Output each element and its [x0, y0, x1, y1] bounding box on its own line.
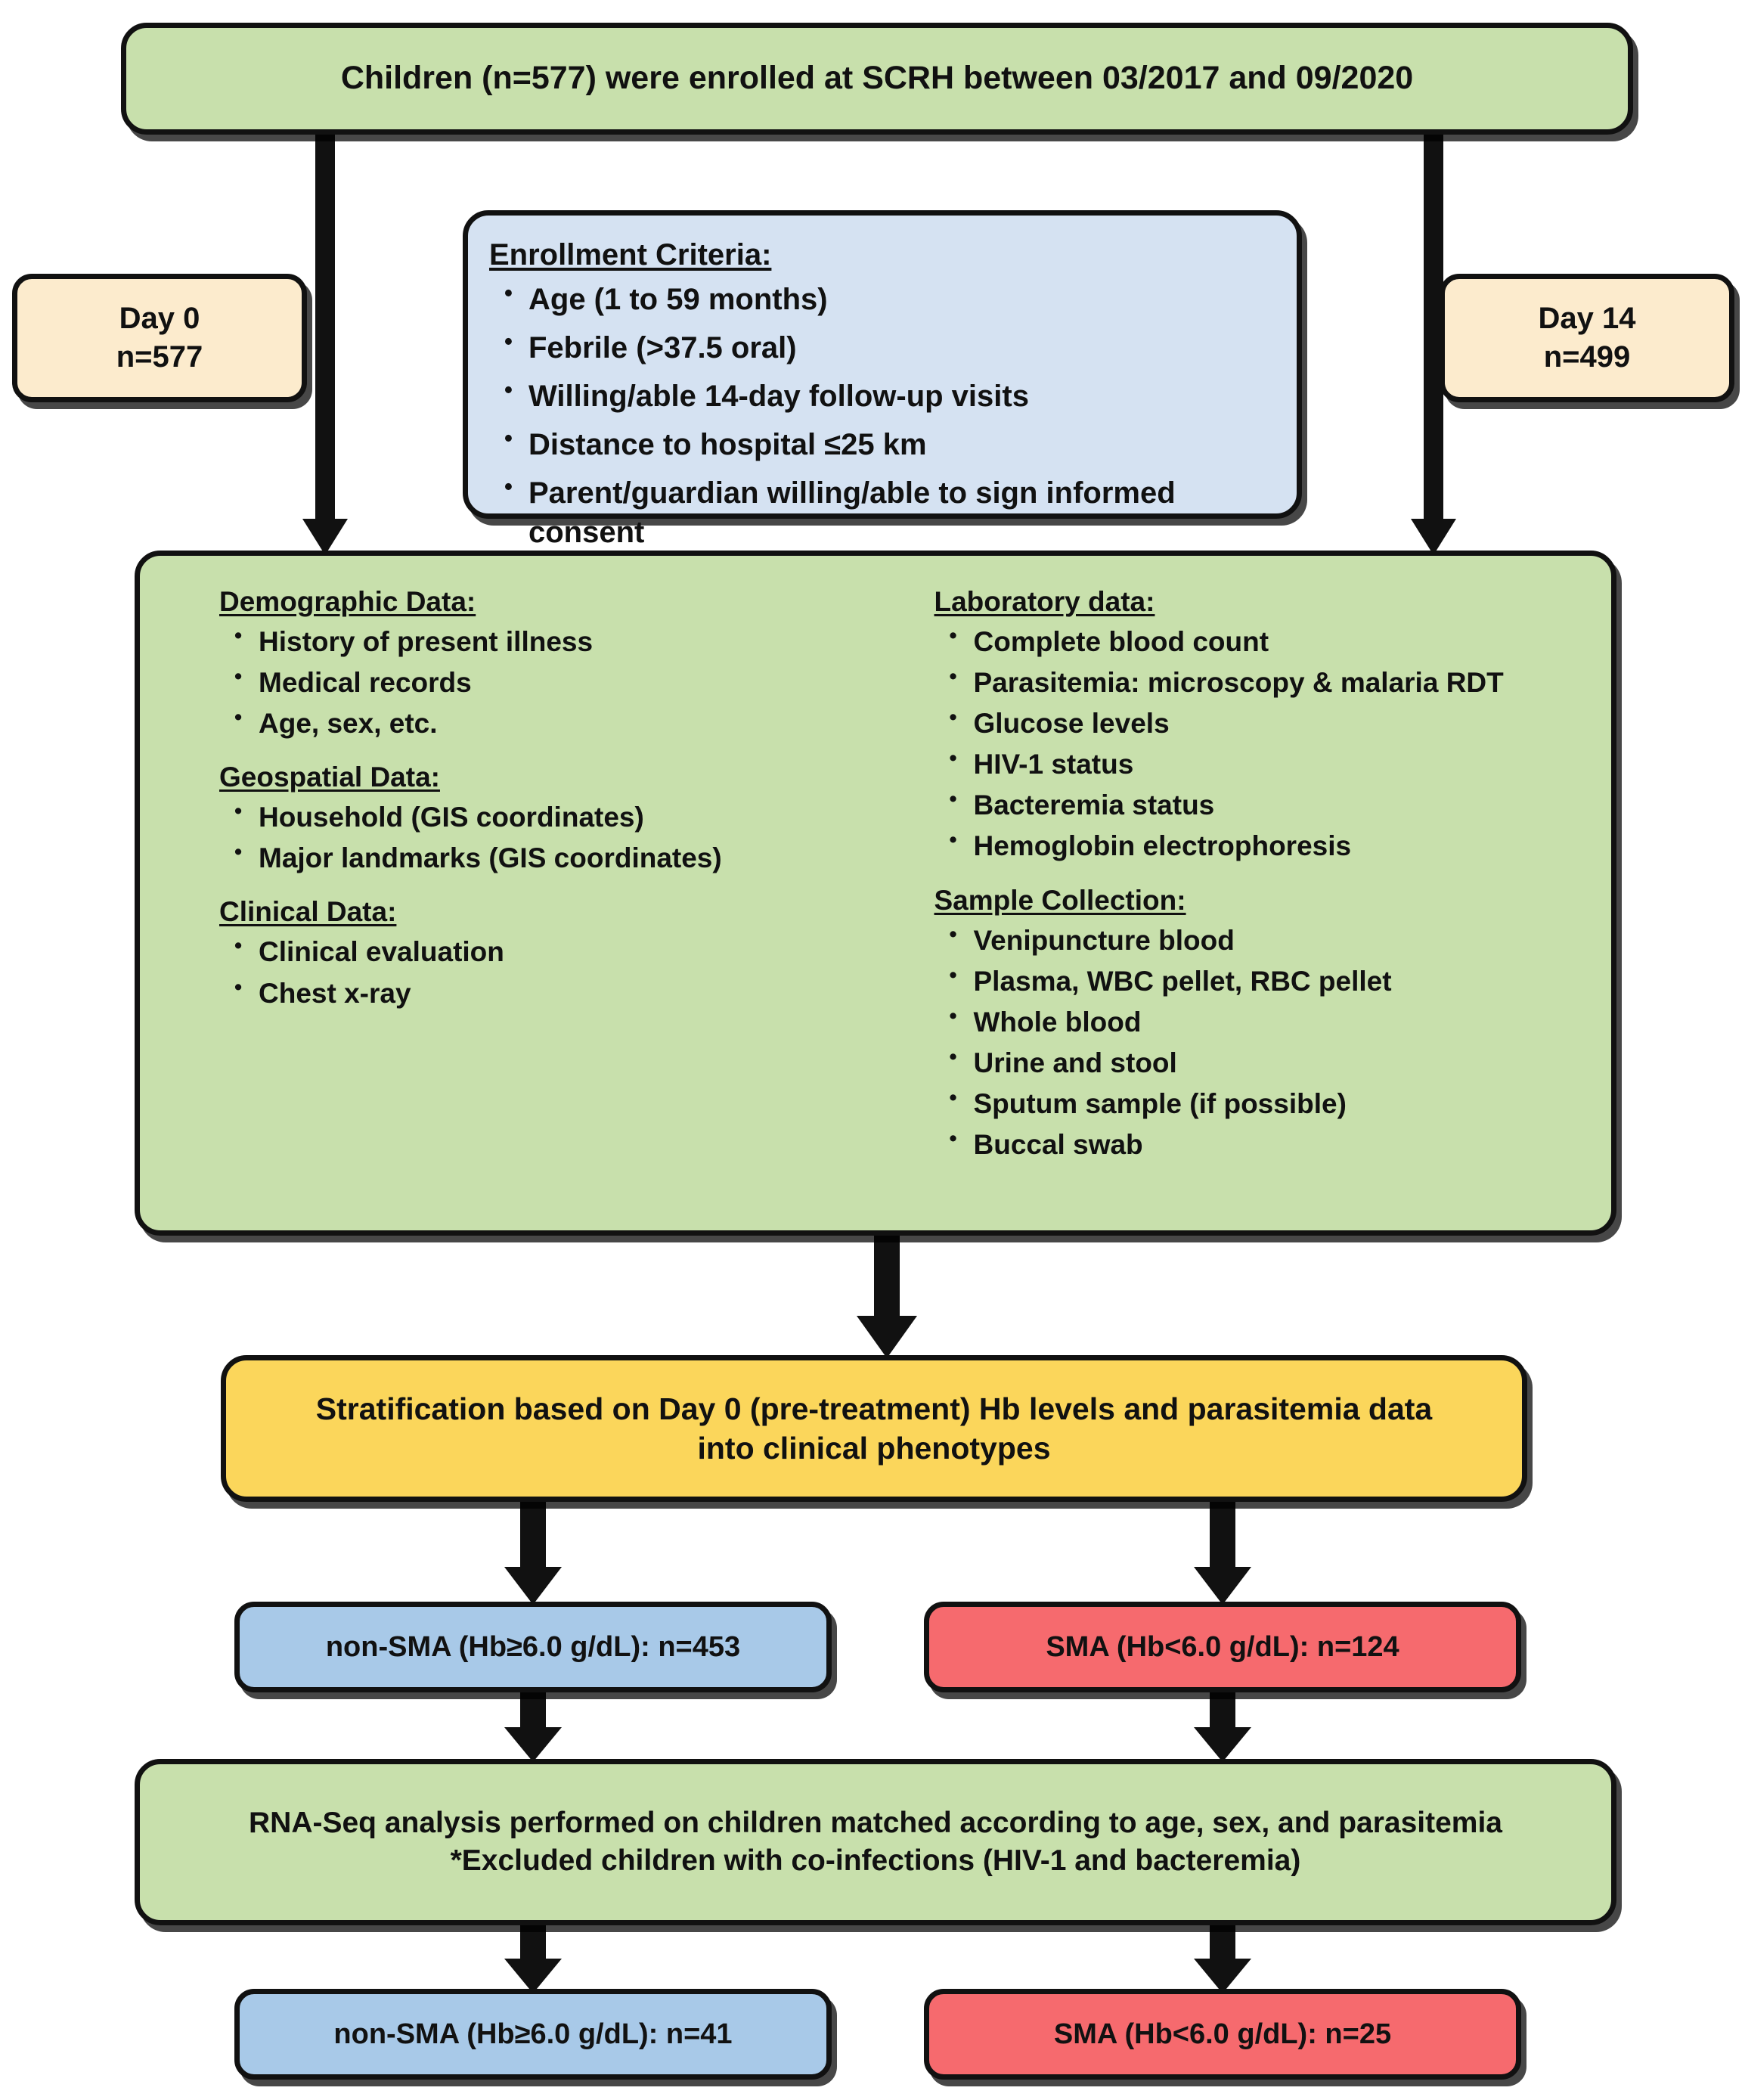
list-item: • Distance to hospital ≤25 km	[489, 425, 1277, 464]
arrow-non-sma-to-rnaseq	[491, 1691, 575, 1762]
list-item: • Whole blood	[934, 1004, 1589, 1041]
list-item: • Plasma, WBC pellet, RBC pellet	[934, 963, 1589, 1000]
clinical-data-group	[219, 896, 874, 1011]
list-item: • Age, sex, etc.	[219, 706, 874, 742]
laboratory-data-heading: Laboratory data:	[934, 586, 1155, 617]
clinical-data-heading: Clinical Data:	[219, 896, 397, 928]
non-sma-stage2-box	[234, 1989, 832, 2080]
arrow-stratification-to-sma	[1181, 1500, 1264, 1605]
rnaseq-line-1: RNA-Seq analysis performed on children matched according to age, sex, and parasitemia	[249, 1807, 1502, 1840]
sample-collection-list	[934, 923, 1589, 1164]
sma-stage2-text: SMA (Hb<6.0 g/dL): n=25	[1053, 2018, 1392, 2050]
geospatial-data-group	[219, 762, 874, 876]
enrollment-criteria-list	[489, 280, 1277, 552]
list-item: • History of present illness	[219, 624, 874, 660]
enrollment-criteria-heading: Enrollment Criteria:	[489, 238, 772, 271]
day-0-text	[97, 299, 223, 377]
list-item: • Medical records	[219, 665, 874, 701]
list-item: • Willing/able 14-day follow-up visits	[489, 377, 1277, 416]
stratification-line-1: Stratification based on Day 0 (pre-treatment) Hb levels and parasitemia data	[315, 1391, 1433, 1426]
non-sma-stage1-text: non-SMA (Hb≥6.0 g/dL): n=453	[325, 1630, 741, 1663]
data-collection-left-column	[163, 586, 889, 1215]
enrollment-header-box	[121, 23, 1633, 135]
data-collection-right-column	[889, 586, 1589, 1215]
laboratory-data-list	[934, 624, 1589, 865]
day-14-box	[1440, 274, 1734, 402]
list-item: • Febrile (>37.5 oral)	[489, 328, 1277, 368]
arrow-rnaseq-to-sma	[1181, 1924, 1264, 1993]
data-collection-box	[135, 551, 1616, 1236]
geospatial-data-list	[219, 799, 874, 876]
list-item: • Household (GIS coordinates)	[219, 799, 874, 836]
stratification-text	[296, 1389, 1452, 1469]
arrow-sma-to-rnaseq	[1181, 1691, 1264, 1762]
sma-stage1-text: SMA (Hb<6.0 g/dL): n=124	[1046, 1630, 1399, 1663]
arrow-stratification-to-non-sma	[491, 1500, 575, 1605]
day-0-label: Day 0	[119, 301, 200, 335]
day-0-count: n=577	[116, 340, 203, 374]
rnaseq-analysis-box	[135, 1759, 1616, 1925]
list-item: • Clinical evaluation	[219, 934, 874, 970]
list-item: • HIV-1 status	[934, 746, 1589, 783]
arrow-data-to-stratification	[845, 1234, 928, 1358]
list-item: • Sputum sample (if possible)	[934, 1086, 1589, 1122]
day-14-label: Day 14	[1538, 301, 1636, 335]
day-0-box	[12, 274, 307, 402]
day-14-count: n=499	[1543, 340, 1631, 374]
list-item: • Urine and stool	[934, 1045, 1589, 1081]
list-item: • Venipuncture blood	[934, 923, 1589, 959]
list-item: • Buccal swab	[934, 1127, 1589, 1163]
non-sma-stage2-text: non-SMA (Hb≥6.0 g/dL): n=41	[333, 2018, 733, 2050]
stratification-box	[221, 1355, 1527, 1502]
rnaseq-analysis-text	[229, 1804, 1522, 1880]
list-item: • Chest x-ray	[219, 976, 874, 1012]
list-item: • Major landmarks (GIS coordinates)	[219, 840, 874, 876]
demographic-data-heading: Demographic Data:	[219, 586, 476, 617]
demographic-data-group	[219, 586, 874, 742]
sample-collection-heading: Sample Collection:	[934, 884, 1186, 916]
non-sma-stage1-box	[234, 1602, 832, 1692]
day-14-text	[1519, 299, 1656, 377]
list-item: • Parasitemia: microscopy & malaria RDT	[934, 665, 1589, 701]
enrollment-header-text: Children (n=577) were enrolled at SCRH between 03/2017 and 09/2020	[340, 60, 1414, 97]
geospatial-data-heading: Geospatial Data:	[219, 762, 440, 793]
laboratory-data-group	[934, 586, 1589, 865]
list-item: • Hemoglobin electrophoresis	[934, 828, 1589, 864]
demographic-data-list	[219, 624, 874, 742]
sample-collection-group	[934, 885, 1589, 1164]
list-item: • Bacteremia status	[934, 787, 1589, 824]
list-item: • Glucose levels	[934, 706, 1589, 742]
list-item: • Complete blood count	[934, 624, 1589, 660]
rnaseq-line-2: *Excluded children with co-infections (HIV-1 and bacteremia)	[450, 1844, 1301, 1877]
sma-stage2-box	[924, 1989, 1521, 2080]
arrow-rnaseq-to-non-sma	[491, 1924, 575, 1993]
list-item: • Age (1 to 59 months)	[489, 280, 1277, 319]
stratification-line-2: into clinical phenotypes	[697, 1431, 1051, 1466]
clinical-data-list	[219, 934, 874, 1011]
enrollment-criteria-box	[463, 210, 1302, 549]
list-item: • Parent/guardian willing/able to sign informed consent	[489, 473, 1277, 552]
sma-stage1-box	[924, 1602, 1521, 1692]
